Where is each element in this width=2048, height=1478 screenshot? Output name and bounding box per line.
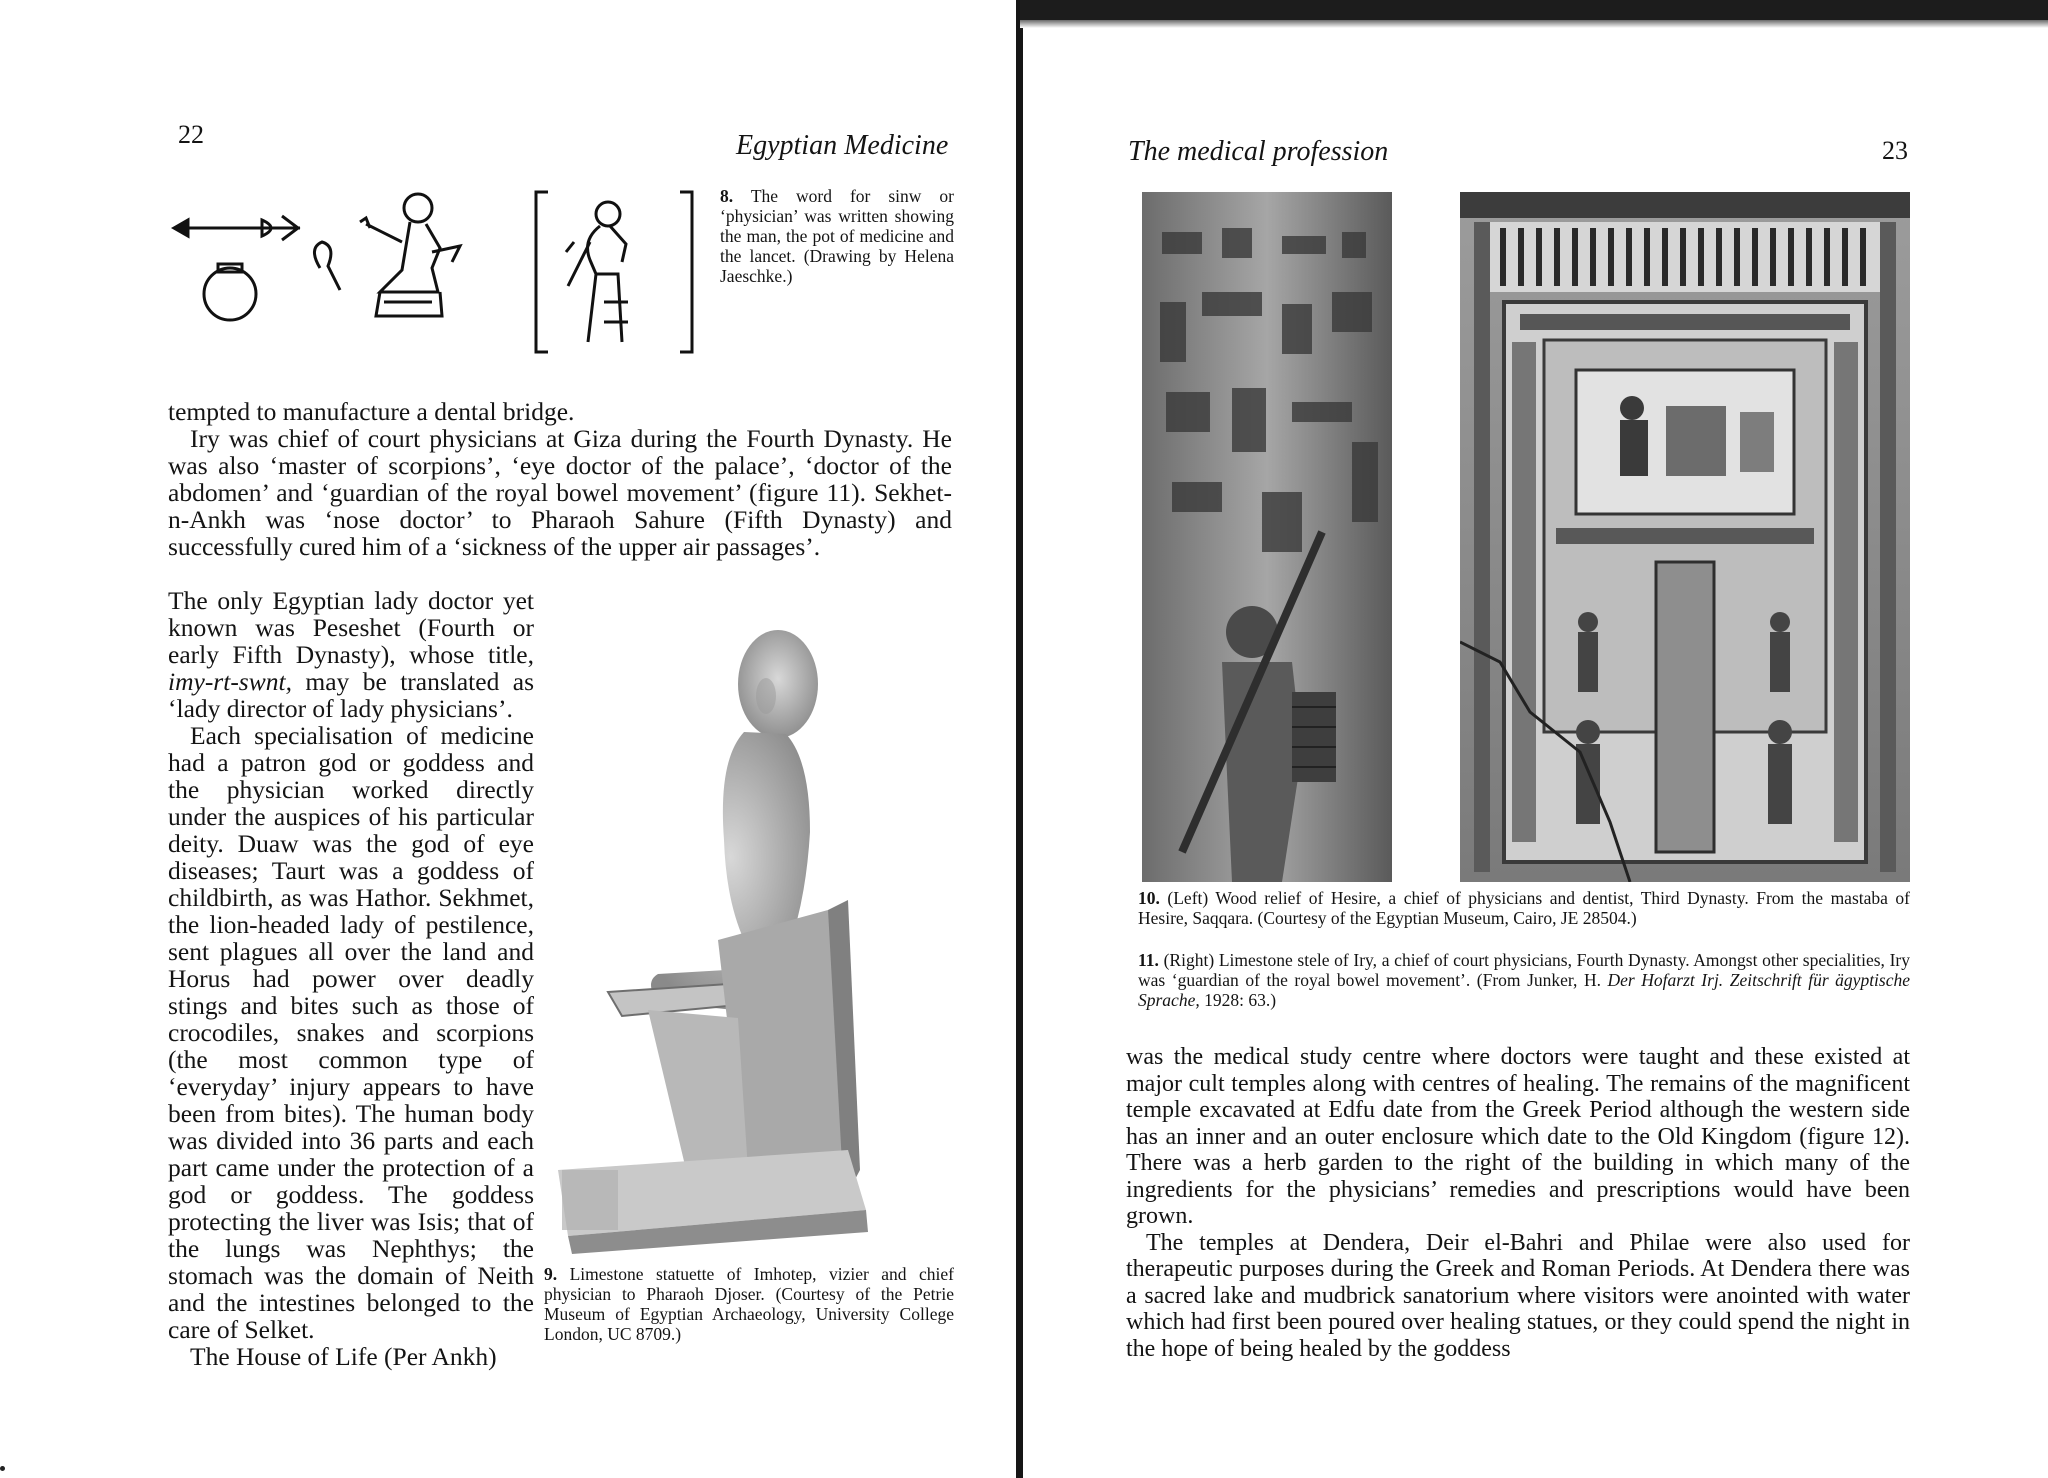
figure8-hieroglyph-drawing	[170, 182, 702, 364]
scan-top-shadow-fade	[1020, 20, 2048, 28]
book-gutter	[1016, 0, 1023, 1478]
peseshet-text-a: The only Egyptian lady doctor yet known was Peseshet (Fourth or early Fifth Dynasty), whose title,	[168, 586, 534, 669]
right-paragraph-temples: The temples at Dendera, Deir el-Bahri and Philae were also used for therapeutic purposes during the Greek and Roman Periods. At Dendera there was a sacred lake and mudbrick sanatorium where visitors were anointed with water which had first been poured over healing statues, or they could spend the night in the hope of being healed by the goddess	[1126, 1229, 1910, 1362]
figure10-caption	[1138, 888, 1910, 928]
figure10-caption-text: (Left) Wood relief of Hesire, a chief of physicians and dentist, Third Dynasty. From the mastaba of Hesire, Saqqara. (Courtesy of the Egyptian Museum, Cairo, JE 28504.)	[1138, 888, 1911, 928]
right-paragraph-house-of-life: was the medical study centre where doctors were taught and these existed at major cult temples along with centres of healing. The remains of the magnificent temple excavated at Edfu date from the Greek Period although the western side has an inner and an outer enclosure which date to the Old Kingdom (figure 12). There was a herb garden to the right of the building in which many of the ingredients for the physicians’ remedies and prescriptions would have been grown.	[1126, 1044, 1910, 1229]
left-text-column	[168, 587, 534, 1370]
figure10-number: 10.	[1138, 888, 1160, 908]
left-full-width-text	[168, 398, 952, 560]
left-running-title: Egyptian Medicine	[736, 130, 949, 161]
scan-top-shadow	[1020, 0, 2048, 20]
left-page-number: 22	[178, 120, 204, 149]
figure11-number: 11.	[1138, 950, 1159, 970]
right-page-number: 23	[1882, 136, 1908, 165]
left-paragraph-continuation: tempted to manufacture a dental bridge.	[168, 397, 575, 426]
figure11-reference-title: Der Hofarzt Irj. Zeitschrift für ägyptische Sprache,	[1138, 970, 1911, 1010]
right-running-title: The medical profession	[1128, 136, 1389, 167]
figure11-iry-stele-photo	[1460, 192, 1910, 882]
left-paragraph-house-of-life: The House of Life (Per Ankh)	[190, 1342, 497, 1371]
figure9-statuette-photo	[548, 610, 908, 1254]
left-paragraph-peseshet	[168, 587, 534, 722]
figure9-caption	[544, 1264, 954, 1344]
figure8-number: 8.	[720, 186, 734, 206]
scan-speck	[0, 1466, 5, 1471]
peseshet-text-b: may be translated as ‘lady director of lady physicians’.	[168, 667, 535, 723]
figure11-reference-year: 1928: 63.)	[1204, 990, 1277, 1010]
figure9-number: 9.	[544, 1264, 558, 1284]
left-paragraph-specialisation: Each specialisation of medicine had a patron god or goddess and the physician worked directly under the auspices of his particular deity. Duaw was the god of eye diseases; Taurt was a goddess of childbirth, as was Hathor. Sekhmet, the lion-headed lady of pestilence, sent plagues all over the land and Horus had power over deadly stings and bites such as those of crocodiles, snakes and scorpions (the most common type of ‘everyday’ injury appears to have been from bites). The human body was divided into 36 parts and each part came under the protection of a god or goddess. The goddess protecting the liver was Isis; that of the lungs was Nephthys; the stomach was the domain of Neith and the intestines belonged to the care of Selket.	[168, 721, 534, 1344]
peseshet-title: imy-rt-swnt,	[168, 667, 292, 696]
left-paragraph-iry: Iry was chief of court physicians at Giza during the Fourth Dynasty. He was also ‘master of scorpions’, ‘eye doctor of the palace’, ‘doctor of the abdomen’ and ‘guardian of the royal bowel movement’ (figure 11). Sekhet-n-Ankh was ‘nose doctor’ to Pharaoh Sahure (Fifth Dynasty) and successfully cured him of a ‘sickness of the upper air passages’.	[168, 424, 952, 561]
figure9-caption-text: Limestone statuette of Imhotep, vizier and chief physician to Pharaoh Djoser. (Courtesy of the Petrie Museum of Egyptian Archaeology, University College London, UC 8709.)	[544, 1264, 955, 1344]
figure10-hesire-relief-photo	[1142, 192, 1392, 882]
figure11-caption	[1138, 950, 1910, 1010]
right-body-text	[1126, 1044, 1910, 1362]
figure8-caption-text: The word for sinw or ‘physician’ was written showing the man, the pot of medicine and the lancet. (Drawing by Helena Jaeschke.)	[720, 186, 955, 286]
figure11-caption-text: (Right) Limestone stele of Iry, a chief of court physicians, Fourth Dynasty. Amongst other specialities, Iry was ‘guardian of the royal bowel movement’. (From Junker, H.	[1138, 950, 1910, 990]
figure8-caption	[720, 186, 954, 286]
